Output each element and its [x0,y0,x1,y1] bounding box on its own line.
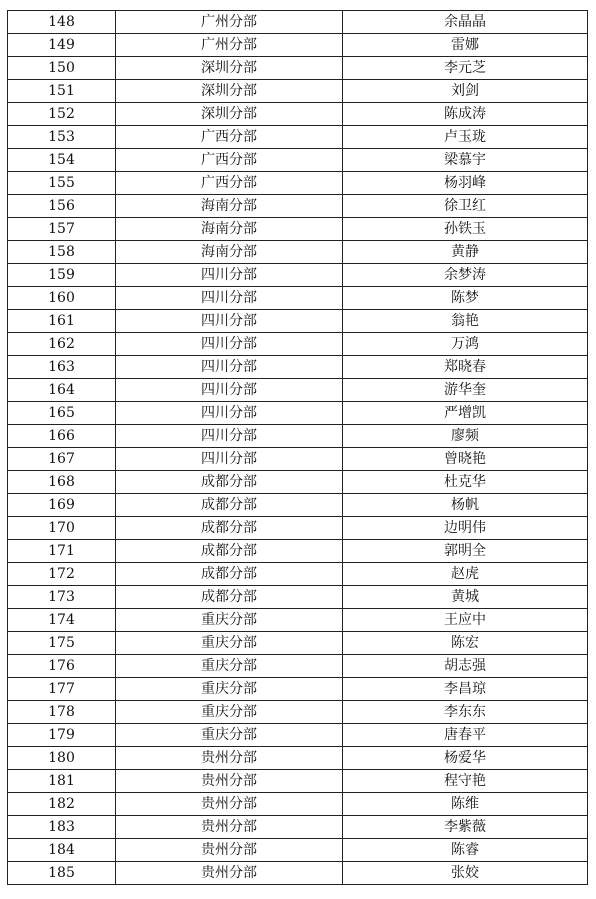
person-name-cell: 李紫薇 [343,816,588,839]
table-row [8,678,588,701]
person-name-cell: 徐卫红 [343,195,588,218]
branch-cell: 广州分部 [116,34,343,57]
person-name-cell: 万鸿 [343,333,588,356]
row-number-cell: 173 [8,586,116,609]
row-number-cell: 182 [8,793,116,816]
person-name-cell: 唐春平 [343,724,588,747]
branch-cell: 海南分部 [116,241,343,264]
row-number-cell: 151 [8,80,116,103]
person-name-cell: 杨爱华 [343,747,588,770]
table-row [8,563,588,586]
row-number-cell: 158 [8,241,116,264]
table-row [8,57,588,80]
person-name-cell: 李元芝 [343,57,588,80]
branch-cell: 广西分部 [116,126,343,149]
row-number-cell: 178 [8,701,116,724]
person-name-cell: 卢玉珑 [343,126,588,149]
branch-cell: 贵州分部 [116,839,343,862]
table-row [8,195,588,218]
person-name-cell: 廖频 [343,425,588,448]
row-number-cell: 160 [8,287,116,310]
person-name-cell: 孙铁玉 [343,218,588,241]
table-row [8,862,588,885]
table-row [8,80,588,103]
row-number-cell: 163 [8,356,116,379]
row-number-cell: 181 [8,770,116,793]
table-row [8,402,588,425]
person-name-cell: 雷娜 [343,34,588,57]
row-number-cell: 152 [8,103,116,126]
branch-cell: 海南分部 [116,218,343,241]
table-row [8,609,588,632]
person-name-cell: 游华奎 [343,379,588,402]
row-number-cell: 164 [8,379,116,402]
person-name-cell: 胡志强 [343,655,588,678]
person-name-cell: 余晶晶 [343,11,588,34]
person-name-cell: 陈宏 [343,632,588,655]
table-row [8,816,588,839]
table-row [8,632,588,655]
table-row [8,310,588,333]
table-row [8,448,588,471]
branch-cell: 四川分部 [116,264,343,287]
branch-cell: 四川分部 [116,448,343,471]
row-number-cell: 167 [8,448,116,471]
person-name-cell: 严增凯 [343,402,588,425]
person-name-cell: 王应中 [343,609,588,632]
branch-cell: 深圳分部 [116,80,343,103]
table-row [8,770,588,793]
branch-cell: 重庆分部 [116,655,343,678]
table-row [8,586,588,609]
row-number-cell: 149 [8,34,116,57]
branch-cell: 四川分部 [116,356,343,379]
person-name-cell: 李昌琼 [343,678,588,701]
branch-cell: 成都分部 [116,494,343,517]
row-number-cell: 171 [8,540,116,563]
table-row [8,356,588,379]
table-row [8,34,588,57]
table-row [8,264,588,287]
table-row [8,747,588,770]
person-name-cell: 边明伟 [343,517,588,540]
branch-cell: 重庆分部 [116,609,343,632]
row-number-cell: 185 [8,862,116,885]
table-row [8,379,588,402]
table-row [8,540,588,563]
row-number-cell: 172 [8,563,116,586]
table-row [8,126,588,149]
branch-cell: 深圳分部 [116,103,343,126]
person-name-cell: 杜克华 [343,471,588,494]
person-name-cell: 陈梦 [343,287,588,310]
branch-cell: 四川分部 [116,287,343,310]
branch-cell: 贵州分部 [116,862,343,885]
table-row [8,724,588,747]
person-name-cell: 黄静 [343,241,588,264]
table-row [8,103,588,126]
table-row [8,471,588,494]
row-number-cell: 150 [8,57,116,80]
person-name-cell: 郑晓春 [343,356,588,379]
row-number-cell: 156 [8,195,116,218]
branch-cell: 重庆分部 [116,678,343,701]
branch-cell: 四川分部 [116,333,343,356]
staff-table [7,10,588,885]
branch-cell: 广西分部 [116,172,343,195]
table-row [8,701,588,724]
table-row [8,241,588,264]
branch-cell: 四川分部 [116,425,343,448]
row-number-cell: 153 [8,126,116,149]
person-name-cell: 余梦涛 [343,264,588,287]
branch-cell: 深圳分部 [116,57,343,80]
branch-cell: 成都分部 [116,563,343,586]
person-name-cell: 陈睿 [343,839,588,862]
row-number-cell: 162 [8,333,116,356]
row-number-cell: 157 [8,218,116,241]
person-name-cell: 翁艳 [343,310,588,333]
table-row [8,425,588,448]
row-number-cell: 184 [8,839,116,862]
branch-cell: 成都分部 [116,517,343,540]
row-number-cell: 169 [8,494,116,517]
branch-cell: 四川分部 [116,379,343,402]
table-body [8,11,588,885]
table-row [8,655,588,678]
row-number-cell: 177 [8,678,116,701]
table-row [8,517,588,540]
person-name-cell: 程守艳 [343,770,588,793]
row-number-cell: 161 [8,310,116,333]
table-row [8,11,588,34]
branch-cell: 成都分部 [116,471,343,494]
row-number-cell: 176 [8,655,116,678]
table-row [8,218,588,241]
branch-cell: 海南分部 [116,195,343,218]
row-number-cell: 180 [8,747,116,770]
row-number-cell: 175 [8,632,116,655]
branch-cell: 重庆分部 [116,701,343,724]
person-name-cell: 赵虎 [343,563,588,586]
table-row [8,149,588,172]
row-number-cell: 166 [8,425,116,448]
person-name-cell: 杨羽峰 [343,172,588,195]
branch-cell: 四川分部 [116,310,343,333]
person-name-cell: 陈维 [343,793,588,816]
table-row [8,287,588,310]
table-row [8,494,588,517]
branch-cell: 成都分部 [116,586,343,609]
person-name-cell: 杨帆 [343,494,588,517]
table-row [8,839,588,862]
branch-cell: 广州分部 [116,11,343,34]
row-number-cell: 174 [8,609,116,632]
table-row [8,333,588,356]
person-name-cell: 张姣 [343,862,588,885]
branch-cell: 重庆分部 [116,632,343,655]
branch-cell: 贵州分部 [116,770,343,793]
table-row [8,793,588,816]
row-number-cell: 148 [8,11,116,34]
branch-cell: 成都分部 [116,540,343,563]
row-number-cell: 168 [8,471,116,494]
row-number-cell: 154 [8,149,116,172]
row-number-cell: 179 [8,724,116,747]
person-name-cell: 刘剑 [343,80,588,103]
row-number-cell: 165 [8,402,116,425]
person-name-cell: 陈成涛 [343,103,588,126]
row-number-cell: 159 [8,264,116,287]
person-name-cell: 黄城 [343,586,588,609]
row-number-cell: 155 [8,172,116,195]
branch-cell: 广西分部 [116,149,343,172]
row-number-cell: 170 [8,517,116,540]
person-name-cell: 梁慕宇 [343,149,588,172]
row-number-cell: 183 [8,816,116,839]
branch-cell: 四川分部 [116,402,343,425]
branch-cell: 贵州分部 [116,747,343,770]
table-row [8,172,588,195]
person-name-cell: 李东东 [343,701,588,724]
person-name-cell: 曾晓艳 [343,448,588,471]
branch-cell: 贵州分部 [116,816,343,839]
person-name-cell: 郭明全 [343,540,588,563]
branch-cell: 重庆分部 [116,724,343,747]
branch-cell: 贵州分部 [116,793,343,816]
